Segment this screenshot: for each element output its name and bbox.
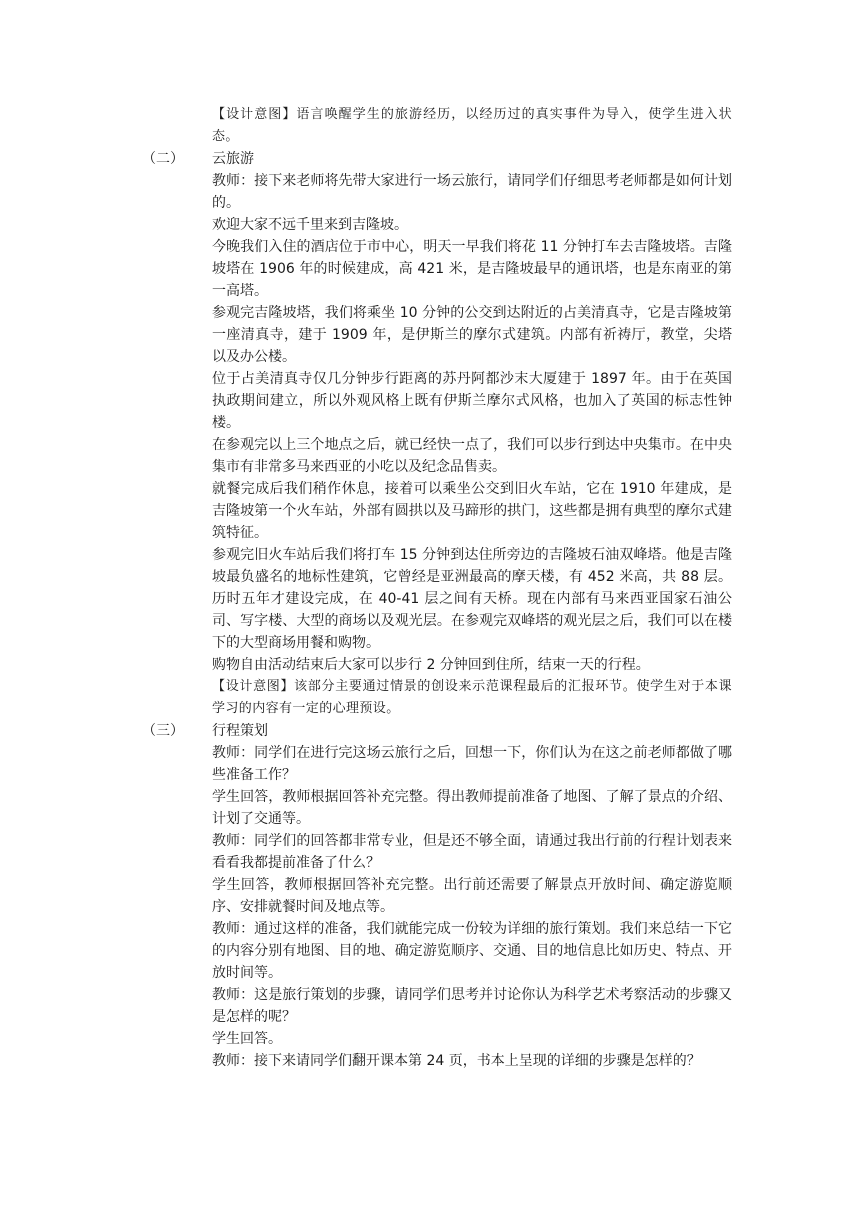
- paragraph: 参观完旧火车站后我们将打车 15 分钟到达住所旁边的吉隆坡石油双峰塔。他是吉隆坡最负盛名的地标性建筑，它曾经是亚洲最高的摩天楼，有 452 米高，共 88 层。历时五年才建设完成，在 40-41 层之间有天桥。现在内部有马来西亚国家石油公司、写字楼、大型的商场以及观光层。在参观完双峰塔的观光层之后，我们可以在楼下的大型商场用餐和购物。: [212, 547, 732, 651]
- design-intent-note: 【设计意图】语言唤醒学生的旅游经历，以经历过的真实事件为导入，使学生进入状态。: [212, 107, 732, 144]
- section-title: 云旅游: [212, 151, 254, 167]
- paragraph: 教师：这是旅行策划的步骤，请同学们思考并讨论你认为科学艺术考察活动的步骤又是怎样的呢？: [212, 987, 732, 1025]
- paragraph: 就餐完成后我们稍作休息，接着可以乘坐公交到旧火车站，它在 1910 年建成，是吉隆坡第一个火车站，外部有圆拱以及马蹄形的拱门，这些都是拥有典型的摩尔式建筑特征。: [212, 481, 732, 541]
- section-number: （三）: [142, 723, 184, 739]
- paragraph: 教师：同学们的回答都非常专业，但是还不够全面，请通过我出行前的行程计划表来看看我都提前准备了什么？: [212, 833, 732, 871]
- section-title: 行程策划: [212, 723, 268, 739]
- document-body: [142, 104, 732, 1072]
- paragraph: 欢迎大家不远千里来到吉隆坡。: [212, 217, 408, 233]
- design-intent-note: 【设计意图】该部分主要通过情景的创设来示范课程最后的汇报环节。使学生对于本课学习的内容有一定的心理预设。: [212, 679, 732, 716]
- section-heading-cloud-travel: [142, 148, 732, 170]
- paragraph: 购物自由活动结束后大家可以步行 2 分钟回到住所，结束一天的行程。: [212, 657, 650, 673]
- paragraph: 今晚我们入住的酒店位于市中心，明天一早我们将花 11 分钟打车去吉隆坡塔。吉隆坡塔在 1906 年的时候建成，高 421 米，是吉隆坡最早的通讯塔，也是东南亚的第一高塔。: [212, 239, 732, 299]
- paragraph: 教师：同学们在进行完这场云旅行之后，回想一下，你们认为在这之前老师都做了哪些准备工作？: [212, 745, 732, 783]
- paragraph: 教师：通过这样的准备，我们就能完成一份较为详细的旅行策划。我们来总结一下它的内容分别有地图、目的地、确定游览顺序、交通、目的地信息比如历史、特点、开放时间等。: [212, 921, 732, 981]
- paragraph: 在参观完以上三个地点之后，就已经快一点了，我们可以步行到达中央集市。在中央集市有非常多马来西亚的小吃以及纪念品售卖。: [212, 437, 732, 475]
- paragraph: 参观完吉隆坡塔，我们将乘坐 10 分钟的公交到达附近的占美清真寺，它是吉隆坡第一座清真寺，建于 1909 年，是伊斯兰的摩尔式建筑。内部有祈祷厅，教堂，尖塔以及办公楼。: [212, 305, 732, 365]
- section-number: （二）: [142, 151, 184, 167]
- paragraph: 学生回答。: [212, 1031, 282, 1047]
- section-heading-itinerary-planning: [142, 720, 732, 742]
- paragraph: 学生回答，教师根据回答补充完整。得出教师提前准备了地图、了解了景点的介绍、计划了交通等。: [212, 789, 732, 827]
- paragraph: 位于占美清真寺仅几分钟步行距离的苏丹阿都沙末大厦建于 1897 年。由于在英国执政期间建立，所以外观风格上既有伊斯兰摩尔式风格，也加入了英国的标志性钟楼。: [212, 371, 732, 431]
- paragraph: 学生回答，教师根据回答补充完整。出行前还需要了解景点开放时间、确定游览顺序、安排就餐时间及地点等。: [212, 877, 732, 915]
- paragraph: 教师：接下来老师将先带大家进行一场云旅行，请同学们仔细思考老师都是如何计划的。: [212, 173, 732, 211]
- paragraph: 教师：接下来请同学们翻开课本第 24 页，书本上呈现的详细的步骤是怎样的？: [212, 1053, 701, 1069]
